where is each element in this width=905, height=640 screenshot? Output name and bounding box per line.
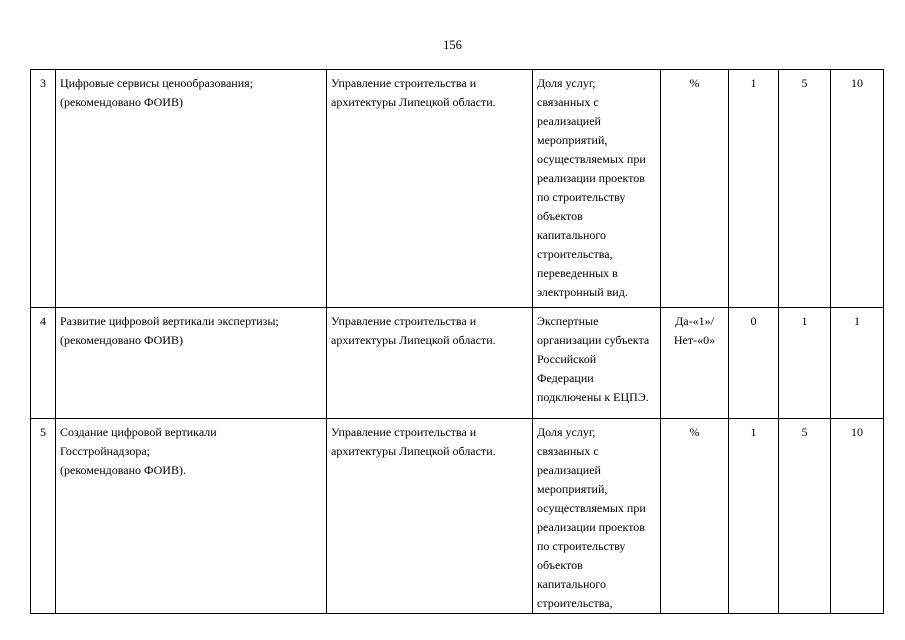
value-cell-2: 5 <box>779 70 831 308</box>
measure-name-line: (рекомендовано ФОИВ) <box>60 95 183 109</box>
indicator-cell <box>533 419 661 614</box>
unit-line: Нет-«0» <box>673 333 716 347</box>
measure-name-line: Цифровые сервисы ценообразования; <box>60 76 253 90</box>
measure-name-line: Создание цифровой вертикали <box>60 425 217 439</box>
indicator-line: мероприятий, <box>537 133 608 147</box>
responsible-org-line: Управление строительства и <box>331 425 477 439</box>
row-number: 3 <box>31 70 56 308</box>
indicator-line: строительства, <box>537 596 613 610</box>
indicator-line: капитального <box>537 577 606 591</box>
indicator-line: строительства, <box>537 247 613 261</box>
table-row <box>31 308 884 419</box>
indicator-line: по строительству <box>537 190 626 204</box>
measure-name-line: Развитие цифровой вертикали экспертизы; <box>60 314 279 328</box>
value-cell-1: 1 <box>729 70 779 308</box>
unit-line: Да-«1»/ <box>675 314 714 328</box>
indicator-cell <box>533 70 661 308</box>
value-cell-3: 1 <box>831 308 884 419</box>
responsible-org-line: архитектуры Липецкой области. <box>331 444 496 458</box>
value-cell-2: 1 <box>779 308 831 419</box>
measure-name-line: (рекомендовано ФОИВ) <box>60 333 183 347</box>
responsible-org-cell <box>327 419 533 614</box>
indicator-line: реализации проектов <box>537 520 645 534</box>
value-cell-1: 1 <box>729 419 779 614</box>
measure-name-line: Госстройнадзора; <box>60 444 150 458</box>
unit-cell <box>661 308 729 419</box>
responsible-org-line: Управление строительства и <box>331 76 477 90</box>
indicator-line: Доля услуг, <box>537 425 596 439</box>
value-cell-3: 10 <box>831 70 884 308</box>
row-number: 5 <box>31 419 56 614</box>
indicator-line: осуществляемых при <box>537 501 646 515</box>
indicator-line: электронный вид. <box>537 285 628 299</box>
unit-cell <box>661 419 729 614</box>
unit-line: % <box>689 425 700 439</box>
indicator-line: по строительству <box>537 539 626 553</box>
indicator-line: капитального <box>537 228 606 242</box>
indicator-line: Федерации <box>537 371 594 385</box>
indicators-table <box>30 69 884 614</box>
indicator-line: Экспертные <box>537 314 599 328</box>
responsible-org-line: архитектуры Липецкой области. <box>331 333 496 347</box>
indicator-line: связанных с <box>537 444 599 458</box>
measure-name-cell <box>56 70 327 308</box>
responsible-org-cell <box>327 70 533 308</box>
indicator-line: организации субъекта <box>537 333 650 347</box>
measure-name-line: (рекомендовано ФОИВ). <box>60 463 186 477</box>
indicator-line: подключены к ЕЦПЭ. <box>537 390 649 404</box>
value-cell-3: 10 <box>831 419 884 614</box>
unit-line: % <box>689 76 700 90</box>
unit-cell <box>661 70 729 308</box>
indicator-cell <box>533 308 661 419</box>
indicator-line: мероприятий, <box>537 482 608 496</box>
table-row <box>31 70 884 308</box>
value-cell-1: 0 <box>729 308 779 419</box>
indicator-line: объектов <box>537 558 583 572</box>
indicator-line: реализацией <box>537 463 601 477</box>
indicator-line: реализации проектов <box>537 171 645 185</box>
page-number: 156 <box>443 38 462 52</box>
row-number: 4 <box>31 308 56 419</box>
indicator-line: объектов <box>537 209 583 223</box>
indicator-line: реализацией <box>537 114 601 128</box>
indicator-line: осуществляемых при <box>537 152 646 166</box>
responsible-org-cell <box>327 308 533 419</box>
measure-name-cell <box>56 308 327 419</box>
value-cell-2: 5 <box>779 419 831 614</box>
indicator-line: Доля услуг, <box>537 76 596 90</box>
responsible-org-line: Управление строительства и <box>331 314 477 328</box>
measure-name-cell <box>56 419 327 614</box>
indicator-line: связанных с <box>537 95 599 109</box>
table-row <box>31 419 884 614</box>
indicator-line: переведенных в <box>537 266 618 280</box>
indicator-line: Российской <box>537 352 597 366</box>
responsible-org-line: архитектуры Липецкой области. <box>331 95 496 109</box>
